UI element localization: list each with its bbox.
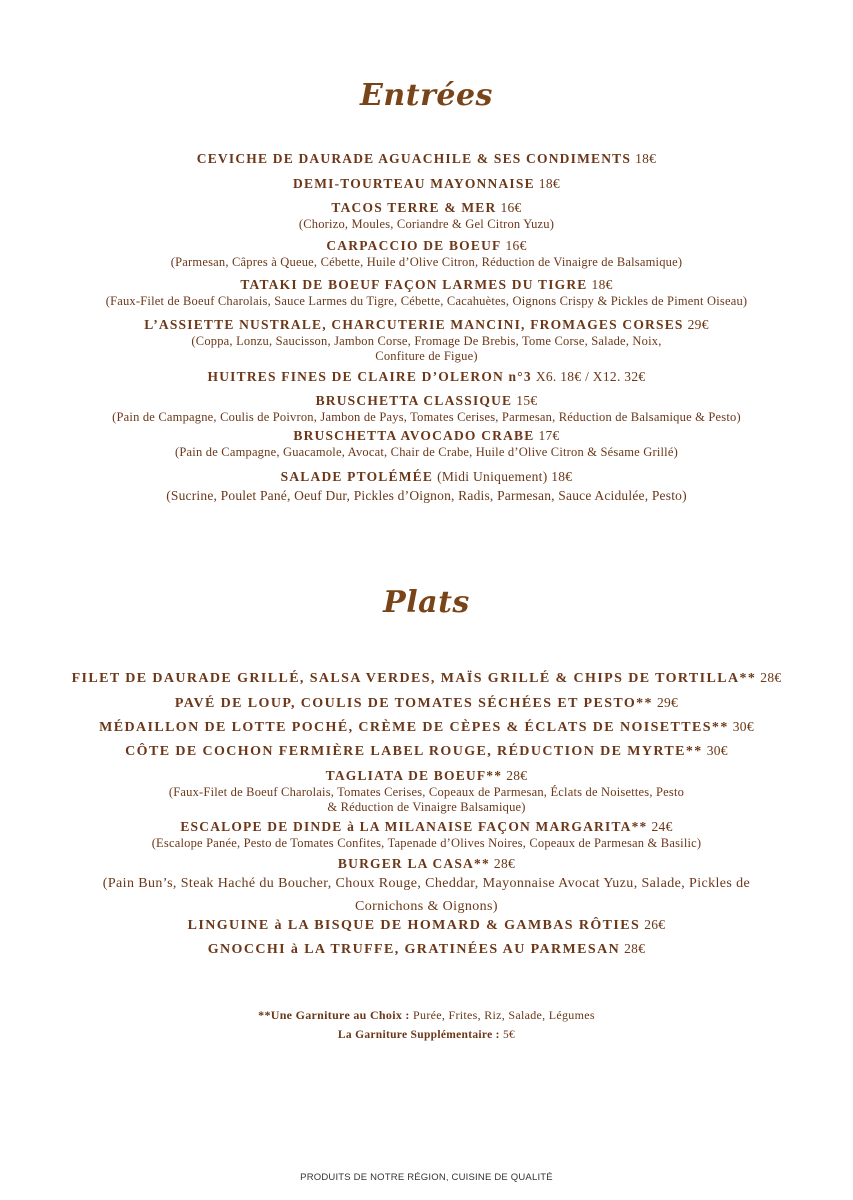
item-name: CARPACCIO DE BOEUF bbox=[326, 238, 502, 253]
item-price: 30€ bbox=[732, 719, 754, 734]
garniture-supplement-note bbox=[0, 1029, 853, 1041]
menu-item bbox=[0, 199, 853, 232]
supplement-label: La Garniture Supplémentaire : bbox=[337, 1029, 500, 1041]
item-name: TAGLIATA DE BOEUF** bbox=[325, 768, 503, 783]
item-price: 29€ bbox=[656, 695, 679, 710]
item-name: LINGUINE à LA BISQUE DE HOMARD & GAMBAS RÔTIES bbox=[187, 918, 641, 933]
menu-item bbox=[0, 940, 853, 958]
item-price: 28€ bbox=[493, 856, 516, 871]
menu-item bbox=[0, 694, 853, 712]
item-price: 15€ bbox=[516, 393, 538, 408]
garniture-label: **Une Garniture au Choix : bbox=[258, 1008, 410, 1022]
item-name: L’ASSIETTE NUSTRALE, CHARCUTERIE MANCINI, FROMAGES CORSES bbox=[144, 317, 684, 332]
item-description: (Chorizo, Moules, Coriandre & Gel Citron Yuzu) bbox=[298, 217, 555, 232]
menu-item bbox=[0, 392, 853, 425]
item-description: (Sucrine, Poulet Pané, Oeuf Dur, Pickles d’Oignon, Radis, Parmesan, Sauce Acidulée, Pesto) bbox=[166, 488, 687, 504]
item-price: 16€ bbox=[500, 200, 522, 215]
menu-item bbox=[0, 742, 853, 760]
item-price: (Midi Uniquement) 18€ bbox=[437, 469, 573, 484]
item-description: (Faux-Filet de Boeuf Charolais, Sauce Larmes du Tigre, Cébette, Cacahuètes, Oignons Crispy & Pickles de Piment Oiseau) bbox=[105, 294, 748, 309]
menu-item bbox=[0, 916, 853, 934]
item-description: (Pain Bun’s, Steak Haché du Boucher, Choux Rouge, Cheddar, Mayonnaise Avocat Yuzu, Salade, Pickles de bbox=[102, 876, 751, 892]
item-name: MÉDAILLON DE LOTTE POCHÉ, CRÈME DE CÈPES & ÉCLATS DE NOISETTES** bbox=[99, 720, 729, 735]
menu-item bbox=[0, 818, 853, 851]
menu-item bbox=[0, 718, 853, 736]
menu-item bbox=[0, 368, 853, 386]
menu-item bbox=[0, 468, 853, 504]
item-description: (Pain de Campagne, Coulis de Poivron, Jambon de Pays, Tomates Cerises, Parmesan, Réduction de Balsamique & Pesto) bbox=[112, 410, 741, 425]
item-price: X6. 18€ / X12. 32€ bbox=[535, 369, 646, 384]
item-name: TATAKI DE BOEUF FAÇON LARMES DU TIGRE bbox=[240, 277, 588, 292]
item-name: BURGER LA CASA** bbox=[337, 856, 490, 871]
menu-item bbox=[0, 669, 853, 687]
item-name: SALADE PTOLÉMÉE bbox=[280, 469, 434, 484]
item-name: GNOCCHI à LA TRUFFE, GRATINÉES AU PARMESAN bbox=[207, 942, 621, 957]
item-name: DEMI-TOURTEAU MAYONNAISE bbox=[293, 176, 535, 191]
item-price: 17€ bbox=[538, 428, 560, 443]
item-price: 30€ bbox=[706, 743, 728, 758]
item-name: PAVÉ DE LOUP, COULIS DE TOMATES SÉCHÉES ET PESTO** bbox=[174, 696, 653, 711]
item-price: 18€ bbox=[635, 151, 657, 166]
item-description: (Pain de Campagne, Guacamole, Avocat, Chair de Crabe, Huile d’Olive Citron & Sésame Grillé) bbox=[175, 445, 678, 460]
menu-item bbox=[0, 175, 853, 193]
plats-title: Plats bbox=[383, 585, 470, 620]
item-price: 16€ bbox=[505, 238, 527, 253]
menu-item bbox=[0, 427, 853, 460]
item-price: 28€ bbox=[624, 941, 646, 956]
item-name: TACOS TERRE & MER bbox=[331, 200, 497, 215]
item-name: CEVICHE DE DAURADE AGUACHILE & SES CONDIMENTS bbox=[196, 151, 632, 166]
item-name: CÔTE DE COCHON FERMIÈRE LABEL ROUGE, RÉDUCTION DE MYRTE** bbox=[125, 744, 703, 759]
item-description: (Escalope Panée, Pesto de Tomates Confites, Tapenade d’Olives Noires, Copeaux de Parmesan & Basilic) bbox=[151, 836, 702, 851]
menu-item bbox=[0, 150, 853, 168]
item-price: 28€ bbox=[760, 670, 782, 685]
menu-item bbox=[0, 237, 853, 270]
item-name: BRUSCHETTA CLASSIQUE bbox=[315, 393, 513, 408]
footer-tagline: PRODUITS DE NOTRE RÉGION, CUISINE DE QUALITÉ bbox=[300, 1172, 553, 1183]
item-name: FILET DE DAURADE GRILLÉ, SALSA VERDES, MAÏS GRILLÉ & CHIPS DE TORTILLA** bbox=[71, 671, 757, 686]
item-description: (Faux-Filet de Boeuf Charolais, Tomates Cerises, Copeaux de Parmesan, Éclats de Noisettes, Pesto bbox=[168, 785, 685, 800]
item-description-continued: & Réduction de Vinaigre Balsamique) bbox=[327, 799, 526, 814]
item-price: 18€ bbox=[538, 176, 560, 191]
item-price: 28€ bbox=[506, 768, 528, 783]
menu-item bbox=[0, 855, 853, 918]
garniture-note bbox=[0, 1008, 853, 1023]
item-price: 18€ bbox=[591, 277, 613, 292]
item-description: (Parmesan, Câpres à Queue, Cébette, Huile d’Olive Citron, Réduction de Vinaigre de Balsamique) bbox=[170, 255, 683, 270]
menu-item bbox=[0, 316, 853, 363]
item-name: BRUSCHETTA AVOCADO CRABE bbox=[293, 428, 535, 443]
entrees-title: Entrées bbox=[360, 78, 493, 113]
item-description-continued: Cornichons & Oignons) bbox=[355, 898, 498, 914]
item-name: ESCALOPE DE DINDE à LA MILANAISE FAÇON MARGARITA** bbox=[180, 819, 648, 834]
menu-item bbox=[0, 276, 853, 309]
item-price: 26€ bbox=[644, 917, 666, 932]
item-price: 29€ bbox=[687, 317, 709, 332]
item-description: (Coppa, Lonzu, Saucisson, Jambon Corse, Fromage De Brebis, Tome Corse, Salade, Noix, bbox=[191, 334, 662, 349]
supplement-value: 5€ bbox=[503, 1029, 516, 1041]
garniture-value: Purée, Frites, Riz, Salade, Légumes bbox=[413, 1008, 595, 1022]
item-name: HUITRES FINES DE CLAIRE D’OLERON n°3 bbox=[207, 369, 532, 384]
item-description-continued: Confiture de Figue) bbox=[375, 348, 478, 363]
item-price: 24€ bbox=[651, 819, 673, 834]
menu-item bbox=[0, 767, 853, 814]
